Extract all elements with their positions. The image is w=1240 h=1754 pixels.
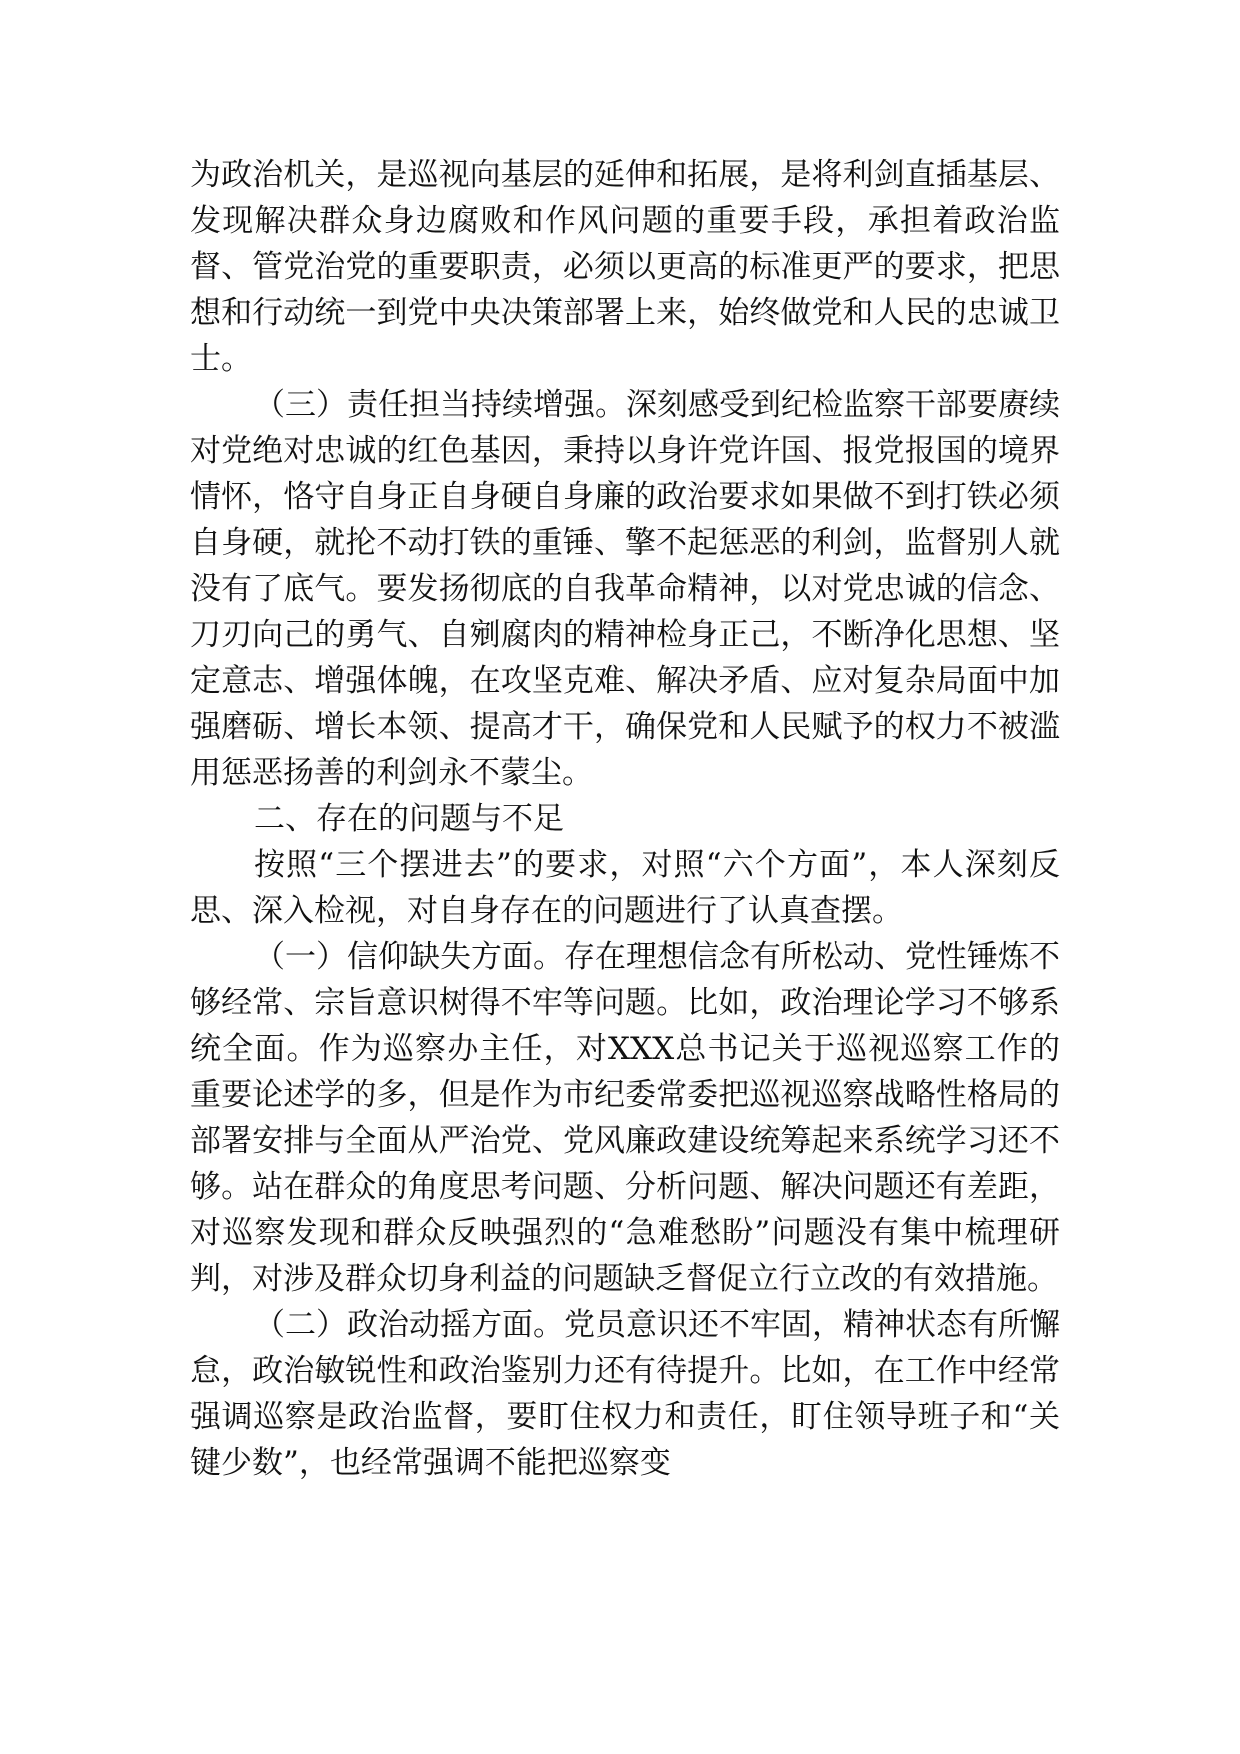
paragraph-3: 按照“三个摆进去”的要求，对照“六个方面”，本人深刻反思、深入检视，对自身存在的问题进行了认真查摆。 [190, 847, 1060, 929]
document-page [190, 152, 1060, 1486]
section-heading: 二、存在的问题与不足 [254, 801, 564, 837]
paragraph-1: 为政治机关，是巡视向基层的延伸和拓展，是将利剑直插基层、发现解决群众身边腐败和作风问题的重要手段，承担着政治监督、管党治党的重要职责，必须以更高的标准更严的要求，把思想和行动统一到党中央决策部署上来，始终做党和人民的忠诚卫士。 [190, 157, 1060, 377]
paragraph-2: （三）责任担当持续增强。深刻感受到纪检监察干部要赓续对党绝对忠诚的红色基因，秉持以身许党许国、报党报国的境界情怀，恪守自身正自身硬自身廉的政治要求如果做不到打铁必须自身硬，就抡不动打铁的重锤、擎不起惩恶的利剑，监督别人就没有了底气。要发扬彻底的自我革命精神，以对党忠诚的信念、刀刃向己的勇气、自剜腐肉的精神检身正己，不断净化思想、坚定意志、增强体魄，在攻坚克难、解决矛盾、应对复杂局面中加强磨砺、增长本领、提高才干，确保党和人民赋予的权力不被滥用惩恶扬善的利剑永不蒙尘。 [190, 387, 1060, 791]
paragraph-4: （一）信仰缺失方面。存在理想信念有所松动、党性锤炼不够经常、宗旨意识树得不牢等问题。比如，政治理论学习不够系统全面。作为巡察办主任，对XXX总书记关于巡视巡察工作的重要论述学的多，但是作为市纪委常委把巡视巡察战略性格局的部署安排与全面从严治党、党风廉政建设统筹起来系统学习还不够。站在群众的角度思考问题、分析问题、解决问题还有差距，对巡察发现和群众反映强烈的“急难愁盼”问题没有集中梳理研判，对涉及群众切身利益的问题缺乏督促立行立改的有效措施。 [190, 939, 1060, 1297]
paragraph-5: （二）政治动摇方面。党员意识还不牢固，精神状态有所懈怠，政治敏锐性和政治鉴别力还有待提升。比如，在工作中经常强调巡察是政治监督，要盯住权力和责任，盯住领导班子和“关键少数”，也经常强调不能把巡察变 [190, 1307, 1060, 1481]
